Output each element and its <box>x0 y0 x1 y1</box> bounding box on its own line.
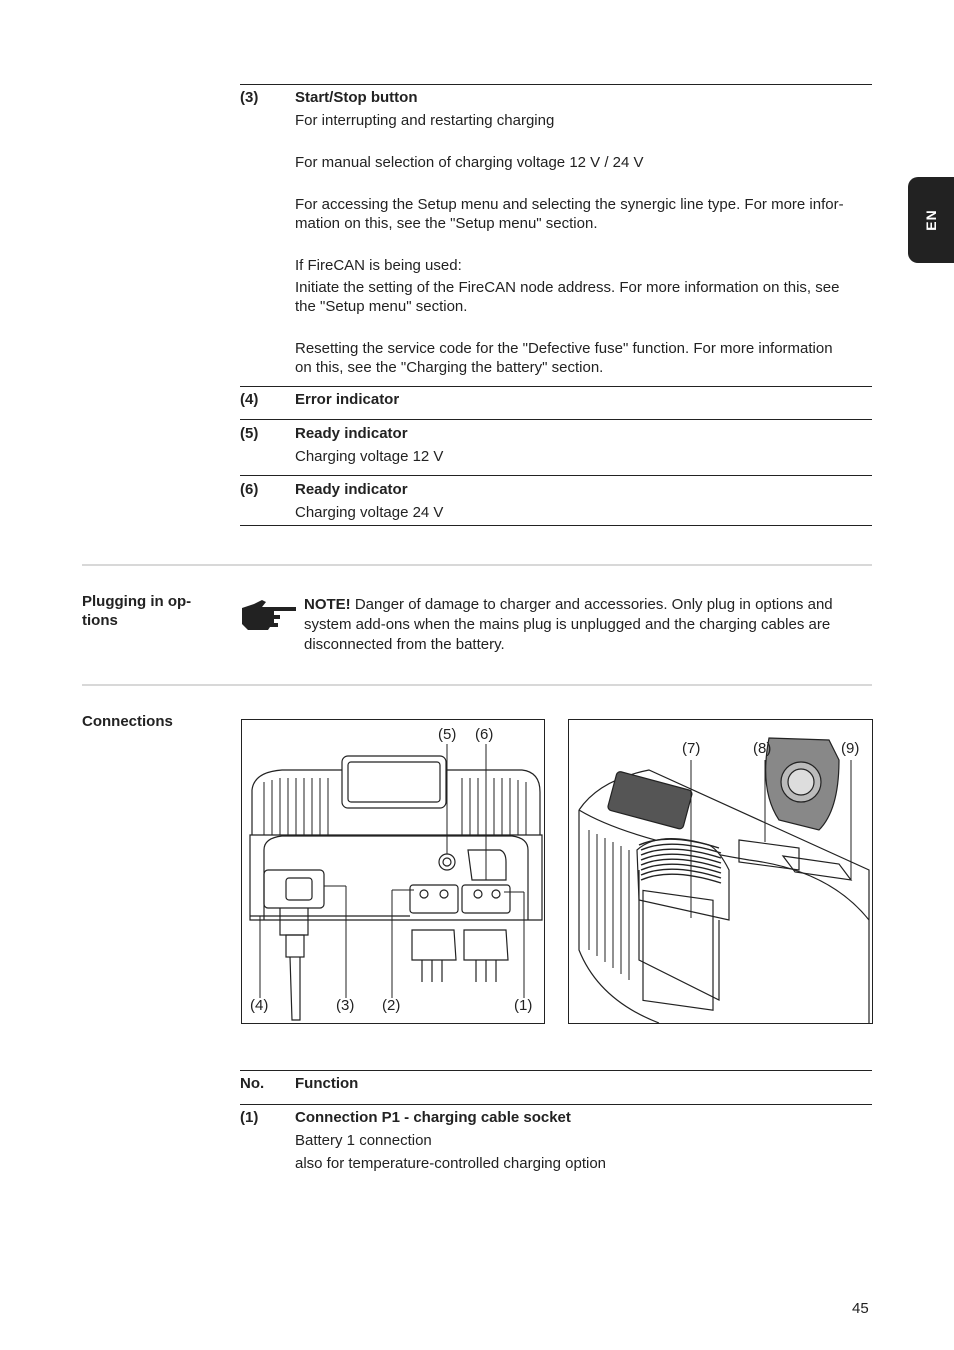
note-text <box>304 595 874 655</box>
note-line: disconnected from the battery. <box>304 636 505 653</box>
charger-top-figure <box>568 719 873 1024</box>
item-number: (6) <box>240 481 259 498</box>
divider <box>240 475 872 476</box>
callout-label: (6) <box>475 726 494 743</box>
item-number: (1) <box>240 1109 259 1126</box>
callout-label: (9) <box>841 740 860 757</box>
divider <box>240 1070 872 1071</box>
item-text: For manual selection of charging voltage 12 V / 24 V <box>295 154 644 171</box>
table-header-function: Function <box>295 1075 359 1092</box>
callout-label: (5) <box>438 726 457 743</box>
item-text: mation on this, see the "Setup menu" section. <box>295 215 598 232</box>
divider <box>240 84 872 85</box>
item-number: (5) <box>240 425 259 442</box>
item-text: Charging voltage 12 V <box>295 448 444 465</box>
callout-label: (4) <box>250 997 269 1014</box>
language-tab <box>908 177 954 263</box>
item-text: Battery 1 connection <box>295 1132 432 1149</box>
section-divider <box>82 564 872 566</box>
item-text: the "Setup menu" section. <box>295 298 468 315</box>
item-text: also for temperature-controlled charging option <box>295 1155 607 1172</box>
callout-label: (1) <box>514 997 533 1014</box>
language-tab-label: EN <box>923 209 939 231</box>
heading-line: tions <box>82 612 118 629</box>
section-heading-plugging <box>82 592 222 630</box>
item-text: Resetting the service code for the "Defective fuse" function. For more information <box>295 340 833 357</box>
item-text: For accessing the Setup menu and selecting the synergic line type. For more infor- <box>295 196 844 213</box>
section-heading-connections: Connections <box>82 713 173 730</box>
note-line: Danger of damage to charger and accessories. Only plug in options and <box>350 596 833 613</box>
divider <box>240 525 872 526</box>
pointing-hand-icon <box>240 598 298 632</box>
heading-line: Plugging in op- <box>82 593 192 610</box>
item-title: Ready indicator <box>295 481 408 498</box>
callout-label: (3) <box>336 997 355 1014</box>
item-text: on this, see the "Charging the battery" section. <box>295 359 604 376</box>
item-title: Ready indicator <box>295 425 408 442</box>
note-label: NOTE! <box>304 596 351 613</box>
item-number: (4) <box>240 391 259 408</box>
divider <box>240 386 872 387</box>
section-divider <box>82 684 872 686</box>
item-title: Error indicator <box>295 391 400 408</box>
charger-front-drawing <box>242 720 544 1023</box>
page-number: 45 <box>852 1300 869 1317</box>
item-number: (3) <box>240 89 259 106</box>
note-line: system add-ons when the mains plug is unplugged and the charging cables are <box>304 616 831 633</box>
charger-top-drawing <box>569 720 872 1023</box>
divider <box>240 1104 872 1105</box>
callout-label: (8) <box>753 740 772 757</box>
item-text: Charging voltage 24 V <box>295 504 444 521</box>
item-title: Start/Stop button <box>295 89 418 106</box>
charger-front-figure <box>241 719 545 1024</box>
table-header-no: No. <box>240 1075 265 1092</box>
item-text: Initiate the setting of the FireCAN node address. For more information on this, see <box>295 279 840 296</box>
item-title: Connection P1 - charging cable socket <box>295 1109 571 1126</box>
callout-label: (7) <box>682 740 701 757</box>
callout-label: (2) <box>382 997 401 1014</box>
item-text: For interrupting and restarting charging <box>295 112 555 129</box>
divider <box>240 419 872 420</box>
item-text: If FireCAN is being used: <box>295 257 462 274</box>
